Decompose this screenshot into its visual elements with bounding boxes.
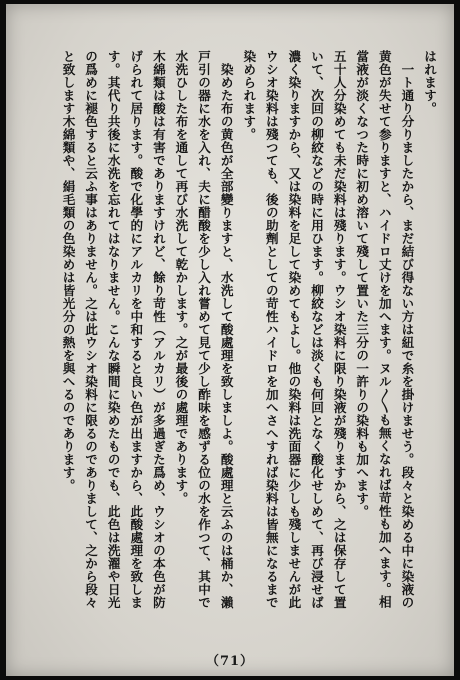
paragraph: 木綿類は酸は有害でありますけれど、餘り苛性（アルカリ）が多過ぎた爲め、ウシオの本色が防げられて居ります。酸で化學的にアルカリを中和すると良い色が出ますから、此酸處理を致します。其代り共後に水洗を忘れてはなりません。こんな瞬間に染めたものでも、此色は洗濯や日光の爲めに褪色すると云ふ事はありません。之は此ウシオ染料に限るのでありまして、之から段々と致します木綿類や、絹毛類の色染めは皆光分の熱を與へるのであります。 — [60, 50, 166, 609]
paragraph: 一ト通り分りましたから、まだ結び得ない方は紐で糸を掛けませう。段々と染める中に染液の黄色が失せて参りますと、ハイドロ丈けを加へます。ヌル〳〵も無くなれば苛性も加へます。相當液が淡くなつた時に初め溶いて殘して置いた三分の一許りの染料も加へます。 — [354, 50, 415, 609]
book-page — [6, 4, 454, 676]
page-number: （71） — [205, 654, 255, 669]
paragraph: 五十人分染めても未だ染料は殘ります。ウシオ染料に限り染液が殘りますから、之は保存して置いて、次回の柳絞などの時に用ひます。柳絞などは淡くも何回となく酸化せしめて、再び浸せば濃く染りますから、又は染料を足して染めてもよし。他の染料は洗面器に少しも殘しませんが此ウシオ染料は殘つても、後の助劑としての苛性ハイドロを加へさへすれば染料は皆無になるまで染められます。 — [241, 50, 347, 609]
paragraph: はれます。 — [422, 50, 437, 115]
paragraph: 染めた布の黄色が全部變りますと、水洗して酸處理を致しましよ。酸處理と云ふのは桶か、瀨戸引の器に水を入れ、夫に醋酸を少し入れ嘗めて見て少し酢味を感ずる位の水を作つて、其中で水洗ひした布を通して再び水洗して乾かします。之が最後の處理であります。 — [173, 50, 234, 609]
body-text — [30, 50, 440, 610]
